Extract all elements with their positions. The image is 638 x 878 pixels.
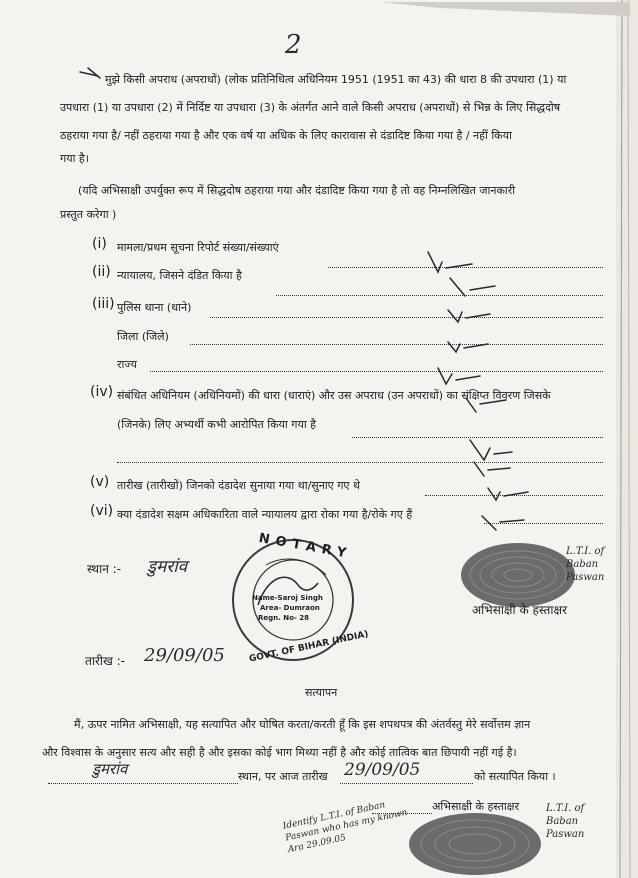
bottom-annotation: L.T.I. of Baban Paswan — [546, 803, 585, 840]
deponent-thumbprint-icon — [458, 540, 578, 610]
para1-line4: गया है। — [60, 152, 89, 165]
item-i-label: मामला/प्रथम सूचना रिपोर्ट संख्या/संख्याएं — [117, 241, 279, 254]
item-iii-district: जिला (जिले) — [117, 330, 169, 343]
verification-line1: मैं, ऊपर नामित अभिसाक्षी, यह सत्यापित और घोषित करता/करती हूँ कि इस शपथपत्र की अंतर्वस्तु मेरे सर्वोत्तम ज्ञान — [74, 718, 531, 731]
verification-line3-mid: स्थान, पर आज तारीख — [238, 770, 328, 783]
notary-stamp-top-text: NOTARY — [257, 530, 354, 563]
place-value: डुमरांव — [147, 557, 188, 577]
notary-stamp-bottom-text: GOVT. OF BIHAR (INDIA) — [248, 629, 370, 665]
bottom-thumbprint-icon — [405, 808, 545, 878]
item-ii-label: न्यायालय, जिसने दंडित किया है — [117, 269, 242, 282]
item-iv-label-line2: (जिनके) लिए अभ्यर्थी कभी आरोपित किया गया है — [117, 418, 317, 431]
deponent-annotation: L.T.I. of Baban Paswan — [566, 546, 605, 583]
bottom-signature-label: अभिसाक्षी के हस्ताक्षर — [432, 800, 520, 813]
item-v-label: तारीख (तारीखों) जिनको दंडादेश सुनाया गया था/सुनाए गए थे — [117, 479, 361, 492]
place-label: स्थान :- — [87, 562, 122, 576]
item-v-number: (v) — [90, 474, 110, 490]
deponent-signature-label: अभिसाक्षी के हस्ताक्षर — [472, 603, 567, 617]
item-iv-number: (iv) — [90, 384, 114, 400]
notary-stamp-area: Area- Dumraon — [260, 604, 320, 612]
item-i-number: (i) — [92, 236, 107, 252]
verification-heading: सत्यापन — [305, 686, 338, 699]
item-vi-number: (vi) — [90, 503, 114, 519]
verification-line3-end: को सत्यापित किया । — [474, 770, 556, 783]
page-number: 2 — [285, 30, 302, 60]
verification-date-value: 29/09/05 — [344, 760, 421, 780]
date-label: तारीख :- — [85, 654, 125, 668]
item-iii-number: (iii) — [92, 296, 115, 312]
verification-place-blank — [48, 783, 238, 784]
identification-note: Identify L.T.I. of Baban Paswan who has my known Ara 29.09.05 — [281, 800, 409, 856]
notary-stamp-name: Name-Saroj Singh — [252, 594, 323, 602]
para2-line2: प्रस्तुत करेगा ) — [60, 208, 117, 221]
para2-line1: (यदि अभिसाक्षी उपर्युक्त रूप में सिद्धदोष ठहराया गया और दंडादिष्ट किया गया है तो वह निम्नलिखित जानकारी — [78, 184, 516, 197]
para1-line2: उपधारा (1) या उपधारा (2) में निर्दिष्ट या उपधारा (3) के अंतर्गत आने वाले किसी अपराध (अपराधों) से भिन्न के लिए सिद्धदोष — [60, 101, 561, 114]
date-value: 29/09/05 — [144, 645, 225, 666]
para1-line1: मुझे किसी अपराध (अपराधों) (लोक प्रतिनिधित्व अधिनियम 1951 (1951 का 43) की धारा 8 की उपधारा (1) या — [105, 73, 567, 86]
item-iii-label: पुलिस थाना (थाने) — [117, 301, 192, 314]
verification-line2: और विश्वास के अनुसार सत्य और सही है और इसका कोई भाग मिथ्या नहीं है और कोई तात्विक बात छिपायी नहीं गई है। — [42, 746, 517, 759]
item-vi-label: क्या दंडादेश सक्षम अधिकारिता वाले न्यायालय द्वारा रोका गया है/रोके गए हैं — [117, 508, 413, 521]
item-ii-number: (ii) — [92, 264, 111, 280]
notary-stamp-regn: Regn. No- 28 — [258, 614, 309, 622]
verification-place-value: डुमरांव — [92, 760, 128, 778]
item-iii-state: राज्य — [117, 358, 138, 371]
para1-line3: ठहराया गया है/ नहीं ठहराया गया है और एक वर्ष या अधिक के लिए कारावास से दंडादिष्ट किया गया है / नहीं किया — [60, 129, 512, 142]
item-iv-label-line1: संबंधित अधिनियम (अधिनियमों) की धारा (धाराएं) और उस अपराध (उन अपराधों) का संक्षिप्त विवरण जिसके — [117, 389, 551, 402]
verification-date-blank — [340, 783, 473, 784]
